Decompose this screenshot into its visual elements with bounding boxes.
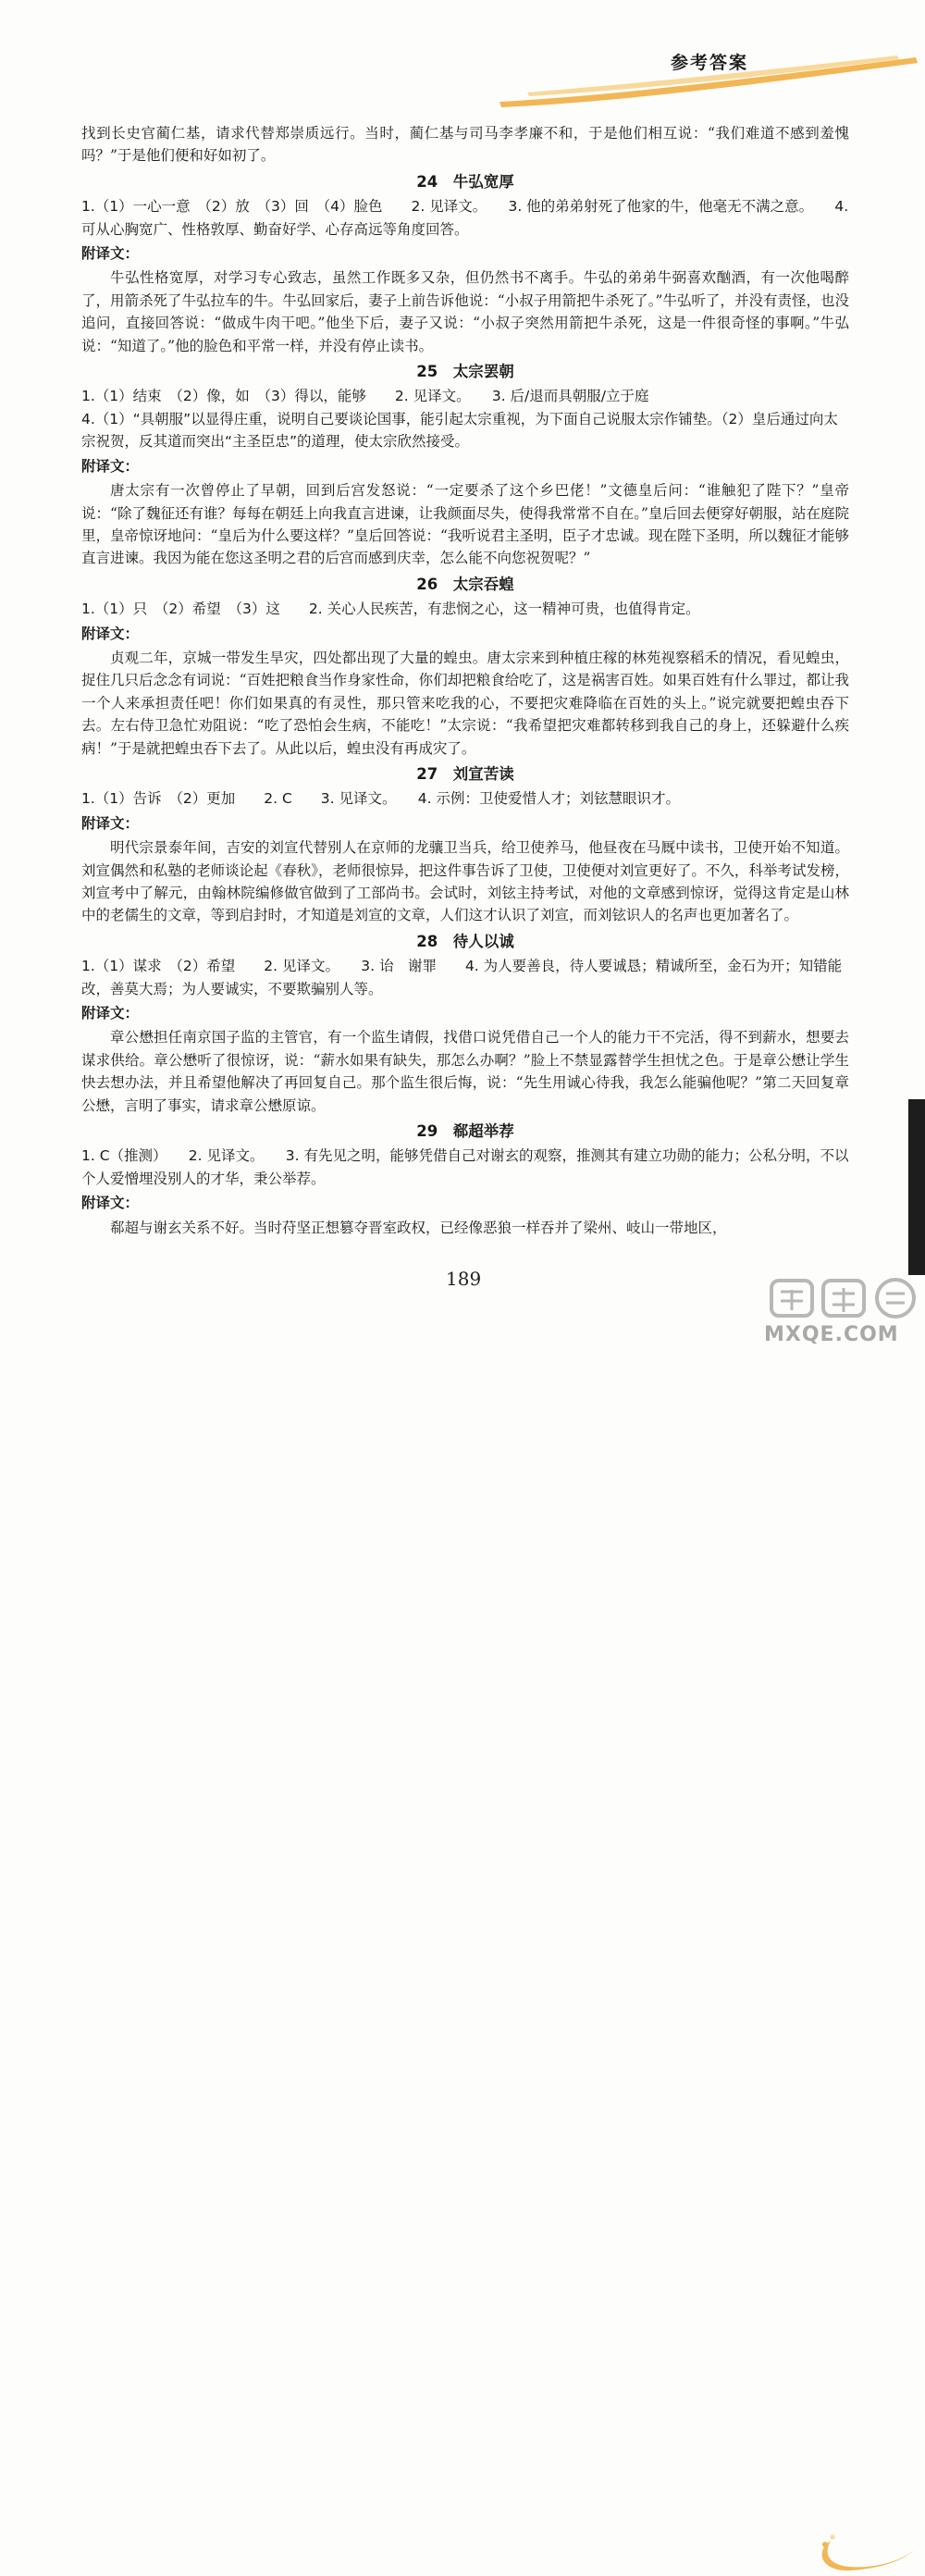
section-29 [81,1121,849,1239]
translation-paragraph: 明代宗景泰年间，吉安的刘宣代替别人在京师的龙骧卫当兵，给卫使养马，他昼夜在马厩中读书，卫使开始不知道。刘宣偶然和私塾的老师谈论起《春秋》，老师很惊异，把这件事告诉了卫使，卫使便对刘宣更好了。不久，科举考试发榜，刘宣考中了解元，由翰林院编修做官做到了工部尚书。会试时，刘铉主持考试，对他的文章感到惊讶，觉得这肯定是山林中的老儒生的文章，等到启封时，才知道是刘宣的文章，人们这才认识了刘宣，而刘铉识人的名声也更加著名了。 [81,839,849,924]
translation-label: 附译文： [81,1195,140,1212]
section-25 [81,361,849,570]
translation-label: 附译文： [81,625,140,642]
translation-paragraph: 唐太宗有一次曾停止了早朝，回到后宫发怒说：“一定要杀了这个乡巴佬！”文德皇后问：“谁触犯了陛下？”皇帝说：“除了魏征还有谁？每每在朝廷上向我直言进谏，让我颜面尽失，使得我常常不自在。”皇后回去便穿好朝服，站在庭院里，皇帝惊讶地问：“皇后为什么要这样？”皇后回答说：“我听说君主圣明，臣子才忠诚。现在陛下圣明，所以魏征才能够直言进谏。我因为能在您这圣明之君的后宫而感到庆幸，怎么能不向您祝贺呢？” [81,482,849,567]
section-title: 25 太宗罢朝 [416,363,514,381]
intro-paragraph: 找到长史官蔺仁基，请求代替郑崇质远行。当时，蔺仁基与司马李孝廉不和，于是他们相互说：“我们难道不感到羞愧吗？”于是他们便和好如初了。 [81,125,849,165]
section-title: 24 牛弘宽厚 [416,172,514,191]
answer-line: 1.（1）告诉 （2）更加 2. C 3. 见译文。 4. 示例：卫使爱惜人才；刘铉慧眼识才。 [81,790,680,808]
section-title: 26 太宗吞蝗 [416,575,514,593]
answer-line: 1. C（推测） 2. 见译文。 3. 有先见之明，能够凭借自己对谢玄的观察，推测其有建立功勋的能力；公私分明，不以个人爱憎埋没别人的才华，秉公举荐。 [81,1147,849,1187]
page-number-badge [407,1260,509,1316]
section-header-title: 参考答案 [670,53,748,73]
answer-content [81,122,849,1239]
translation-paragraph: 章公懋担任南京国子监的主管官，有一个监生请假，找借口说凭借自己一个人的能力干不完活，得不到薪水，想要去谋求供给。章公懋听了很惊讶，说：“薪水如果有缺失，那怎么办啊？”脸上不禁显露替学生担忧之色。于是章公懋让学生快去想办法，并且希望他解决了再回复自己。那个监生很后悔，说：“先生用诚心待我，我怎么能骗他呢？”第二天回复章公懋，言明了事实，请求章公懋原谅。 [81,1029,849,1114]
section-24 [81,171,849,357]
translation-paragraph: 牛弘性格宽厚，对学习专心致志，虽然工作既多又杂，但仍然书不离手。牛弘的弟弟牛弼喜欢酗酒，有一次他喝醉了，用箭杀死了牛弘拉车的牛。牛弘回家后，妻子上前告诉他说：“小叔子用箭把牛杀死了。”牛弘听了，并没有责怪，也没追问，直接回答说：“做成牛肉干吧。”他坐下后，妻子又说：“小叔子突然用箭把牛杀死，这是一件很奇怪的事啊。”牛弘说：“知道了。”他的脸色和平常一样，并没有停止读书。 [81,269,849,354]
section-28 [81,931,849,1117]
answer-line: 4.（1）“具朝服”以显得庄重，说明自己要谈论国事，能引起太宗重视，为下面自己说服太宗作铺垫。（2）皇后通过向太宗祝贺，反其道而突出“主圣臣忠”的道理，使太宗欣然接受。 [81,410,838,451]
translation-paragraph: 郗超与谢玄关系不好。当时苻坚正想篡夺晋室政权，已经像恶狼一样吞并了梁州、岐山一带地区， [110,1219,727,1236]
page-number-swoosh-decoration [814,2530,916,2576]
translation-label: 附译文： [81,245,140,263]
answer-line: 1.（1）结束 （2）像，如 （3）得以，能够 2. 见译文。 3. 后/退而具朝服/立于庭 [81,388,649,405]
translation-label: 附译文： [81,457,140,475]
page-number: 189 [446,1268,482,1290]
translation-paragraph: 贞观二年，京城一带发生旱灾，四处都出现了大量的蝗虫。唐太宗来到种植庄稼的林苑视察稻禾的情况，看见蝗虫，捉住几只后念念有词说：“百姓把粮食当作身家性命，你们却把粮食给吃了，这是祸害百姓。如果百姓有什么罪过，都让我一个人来承担责任吧！你们如果真的有灵性，那只管来吃我的心，不要把灾难降临在百姓的头上。”说完就要把蝗虫吞下去。左右侍卫急忙劝阻说：“吃了恐怕会生病，不能吃！”太宗说：“我希望把灾难都转移到我自己的身上，还躲避什么疾病！”于是就把蝗虫吞下去了。从此以后，蝗虫没有再成灾了。 [81,649,849,757]
answer-line: 1.（1）谋求 （2）希望 2. 见译文。 3. 诒 谢罪 4. 为人要善良，待人要诚恳；精诚所至，金石为开；知错能改，善莫大焉；为人要诚实，不要欺骗别人等。 [81,958,843,997]
section-title: 27 刘宣苦读 [416,764,514,783]
answer-line: 1.（1）一心一意 （2）放 （3）回 （4）脸色 2. 见译文。 3. 他的弟弟射死了他家的牛，他毫无不满之意。 4. 可从心胸宽广、性格敦厚、勤奋好学、心存高远等角度回答。 [81,198,849,238]
section-title: 28 待人以诚 [416,932,514,950]
section-title: 29 郗超举荐 [416,1122,514,1141]
translation-label: 附译文： [81,814,140,832]
answer-line: 1.（1）只 （2）希望 （3）这 2. 关心人民疾苦，有悲悯之心，这一精神可贵，也值得肯定。 [81,601,700,618]
translation-label: 附译文： [81,1005,140,1022]
watermark-url: MXQE.COM [764,1323,899,1346]
section-26 [81,574,849,760]
watermark-logo [770,1277,918,1319]
side-edge-tab [908,1099,925,1275]
section-27 [81,763,849,927]
